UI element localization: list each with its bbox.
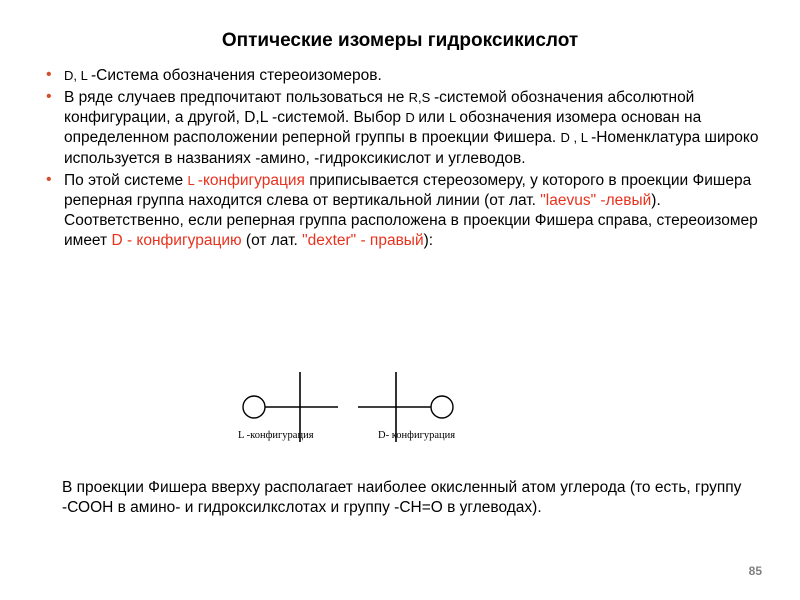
fischer-projection-svg [0,370,800,465]
page-number: 85 [748,564,762,578]
closing-paragraph: В проекции Фишера вверху располагает наиболее окисленный атом углерода (то есть, группу -СООН в амино- и гидроксилкслотах и группу -СН=О в углеводах). [62,479,742,517]
reperial-group-circle-left [243,396,265,418]
list-item: • В ряде случаев предпочитают пользоваться не R,S -системой обозначения абсолютной конфигурации, а другой, D,L -системой. Выбор D или L обозначения изомера основан на определенном расположении реперной группы в проекции Фишера. D , L -Номенклатура широко используется в названиях -амино, -гидроксикислот и углеводов. [42,88,760,169]
list-item: • D, L -Система обозначения стереоизомеров. [42,66,760,86]
diagram-label-d: D- конфигурация [378,430,456,441]
page-title: Оптические изомеры гидроксикислот [221,30,579,51]
diagram-label-l: L -конфигурация [238,430,314,441]
fischer-projection-diagram [0,370,800,465]
list-item: • По этой системе L -конфигурация приписывается стереозомеру, у которого в проекции Фишера реперная группа находится слева от вертикальной линии (от лат. "laevus" -левый). Соответственно, если реперная группа расположена в проекции Фишера справа, стереоизомер имеет D - конфигурацию (от лат. "dexter" - правый): [42,171,760,252]
bullet-list [42,66,760,251]
reperial-group-circle-right [431,396,453,418]
body-text-block [42,66,760,253]
